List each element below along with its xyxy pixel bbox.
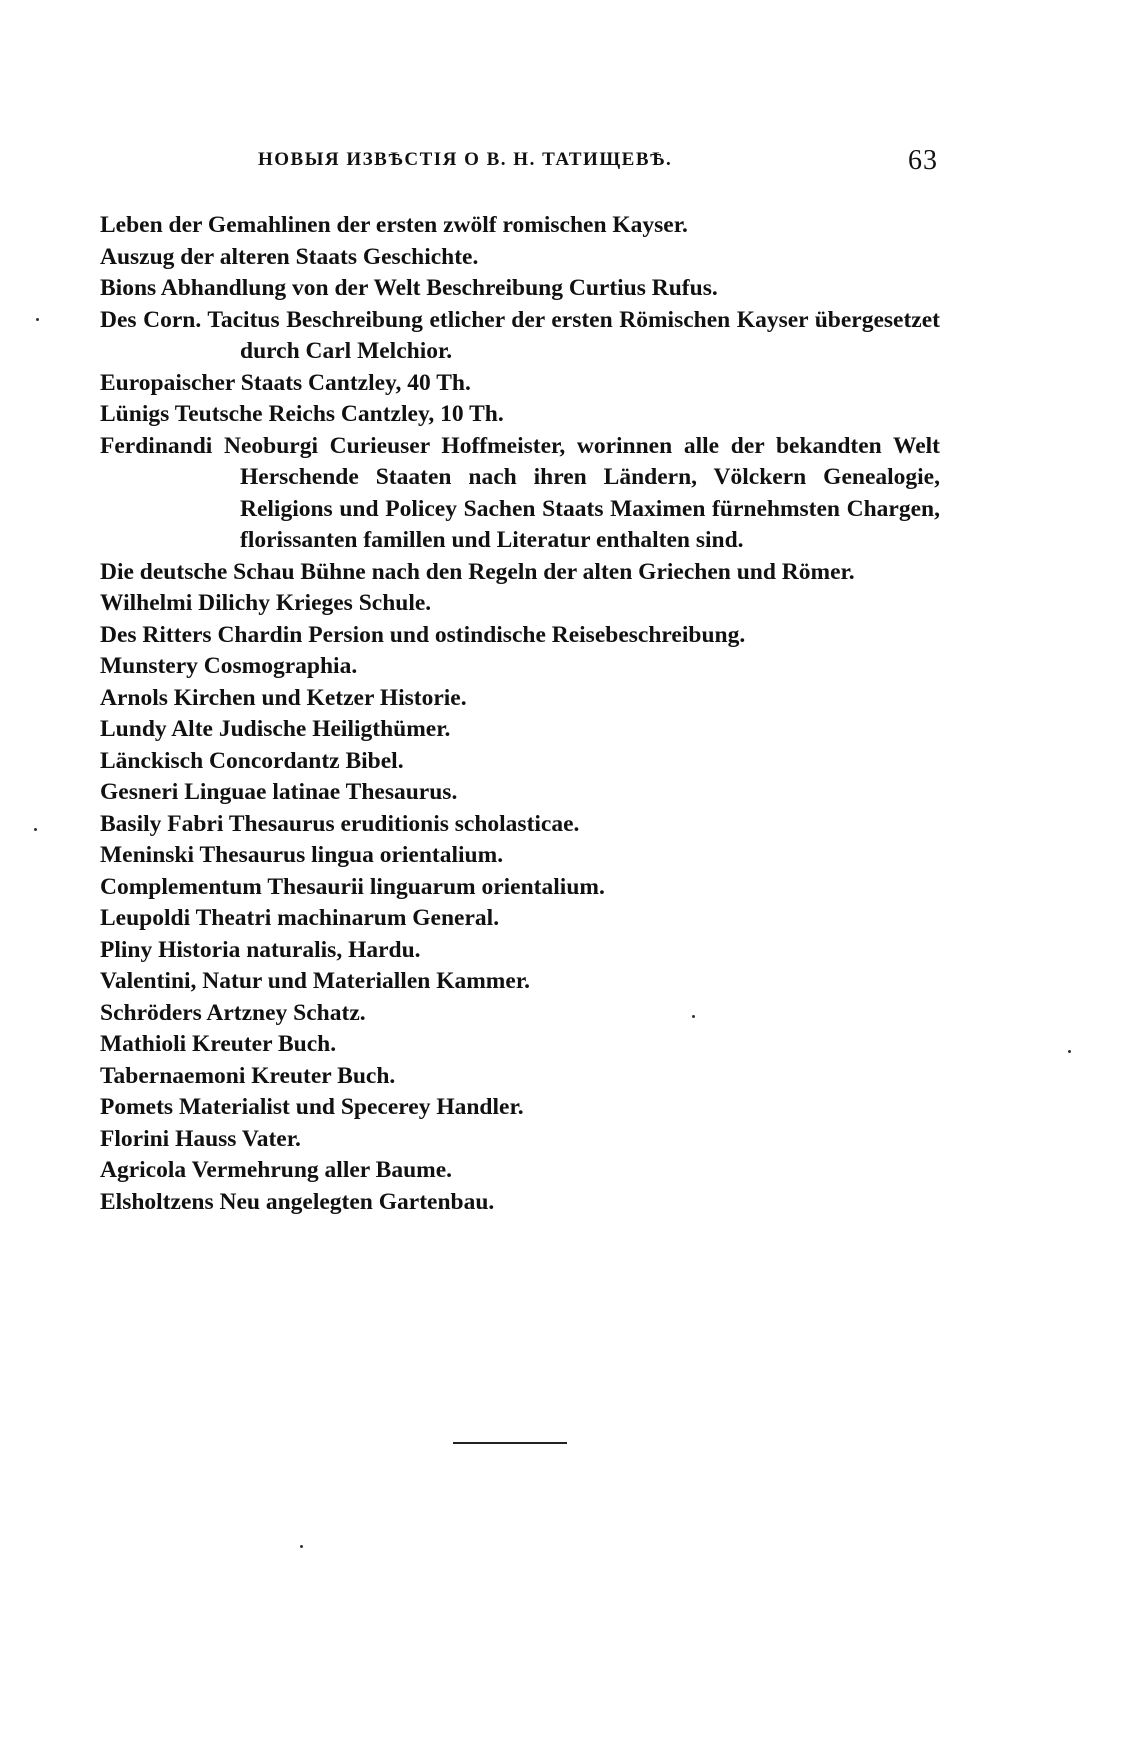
- list-item: Lünigs Teutsche Reichs Cantzley, 10 Th.: [100, 401, 504, 427]
- print-speck: [692, 1015, 695, 1018]
- list-item: Des Ritters Chardin Persion und ostindische Reisebeschreibung.: [100, 621, 746, 648]
- list-item: Florini Hauss Vater.: [100, 1125, 301, 1152]
- book-list: [100, 210, 940, 1218]
- list-item: Elsholtzens Neu angelegten Gartenbau.: [100, 1188, 495, 1215]
- list-item: Meninski Thesaurus lingua orientalium.: [100, 842, 504, 868]
- list-item: Tabernaemoni Kreuter Buch.: [100, 1062, 396, 1089]
- print-speck: [1068, 1050, 1071, 1053]
- page-header: [98, 145, 938, 185]
- list-item: Pliny Historia naturalis, Hardu.: [100, 936, 421, 963]
- list-item: Gesneri Linguae latinae Thesaurus.: [100, 779, 458, 805]
- list-item: Leupoldi Theatri machinarum General.: [100, 905, 500, 931]
- list-item: Agricola Vermehrung aller Baume.: [100, 1157, 453, 1183]
- list-item: Des Corn. Tacitus Beschreibung etlicher der ersten Römischen Kayser übergesetzet durch Carl Melchior.: [100, 306, 940, 364]
- running-head: НОВЫЯ ИЗВѢСТІЯ О В. Н. ТАТИЩЕВѢ.: [258, 149, 673, 170]
- print-speck: [36, 318, 39, 321]
- list-item: Valentini, Natur und Materiallen Kammer.: [100, 968, 530, 994]
- list-item: Schröders Artzney Schatz.: [100, 999, 366, 1026]
- print-speck: [34, 828, 37, 831]
- list-item: Ferdinandi Neoburgi Curieuser Hoffmeister, worinnen alle der bekandten Welt Herschende Staaten nach ihren Ländern, Völckern Genealogie, Religions und Policey Sachen Staats Maximen fürnehmsten Chargen, florissanten famillen und Literatur enthalten sind.: [100, 432, 940, 553]
- list-item: Mathioli Kreuter Buch.: [100, 1031, 337, 1057]
- list-item: Auszug der alteren Staats Geschichte.: [100, 243, 479, 270]
- print-speck: [300, 1545, 303, 1548]
- list-item: Europaischer Staats Cantzley, 40 Th.: [100, 369, 471, 396]
- list-item: Basily Fabri Thesaurus eruditionis scholasticae.: [100, 810, 580, 837]
- list-item: Arnols Kirchen und Ketzer Historie.: [100, 684, 467, 711]
- list-item: Bions Abhandlung von der Welt Beschreibung Curtius Rufus.: [100, 275, 718, 301]
- list-item: Lundy Alte Judische Heiligthümer.: [100, 716, 451, 742]
- list-item: Pomets Materialist und Specerey Handler.: [100, 1094, 524, 1120]
- list-item: Wilhelmi Dilichy Krieges Schule.: [100, 590, 432, 616]
- list-item: Länckisch Concordantz Bibel.: [100, 747, 404, 774]
- list-item: Complementum Thesaurii linguarum orientalium.: [100, 873, 605, 900]
- list-item: Munstery Cosmographia.: [100, 653, 358, 679]
- list-item: Die deutsche Schau Bühne nach den Regeln der alten Griechen und Römer.: [100, 558, 855, 585]
- end-rule: [453, 1442, 567, 1444]
- list-item: Leben der Gemahlinen der ersten zwölf romischen Kayser.: [100, 212, 688, 238]
- page-number: 63: [908, 145, 938, 176]
